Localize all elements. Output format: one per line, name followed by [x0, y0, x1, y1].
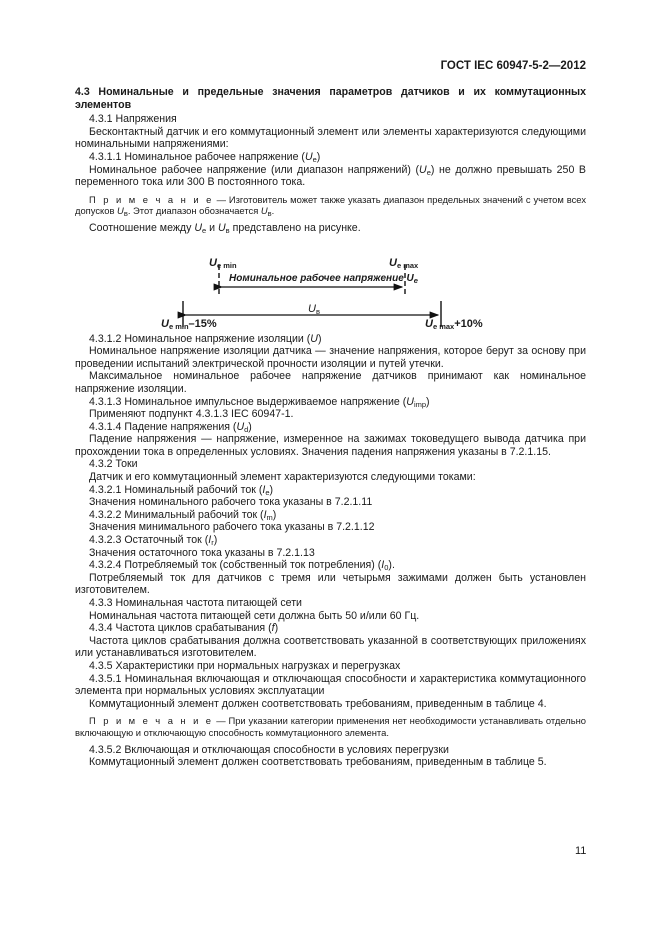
rated-current-text: Значения номинального рабочего тока указаны в 7.2.1.11	[89, 496, 373, 509]
operating-frequency-text: Частота циклов срабатывания должна соответствовать указанной в соответствующих приложениях или устанавливаться изготовителем.	[75, 634, 586, 660]
supply-frequency-text: Номинальная частота питающей сети должна быть 50 и/или 60 Гц.	[89, 609, 420, 622]
consumption-current-title: 4.3.2.4 Потребляемый ток (собственный ток потребления) $(I_0)$.	[89, 559, 395, 573]
voltage-range-diagram	[75, 235, 586, 333]
voltage-drop-text: Падение напряжения — напряжение, измеренное на зажимах токоведущего вывода датчика при прохождении тока в определенных условиях. Значения падения напряжения указаны в 7.2.1.15.	[75, 433, 586, 458]
ue-max-label: $U_{e max}$	[389, 256, 419, 270]
ue-min-label: $U_{e min}$	[209, 256, 237, 270]
lower-limit-label: $U_{e min}-15\%$	[161, 317, 217, 331]
rated-operational-voltage-title: 4.3.1.1 Номинальное рабочее напряжение $(U_e)$	[89, 150, 321, 164]
currents-intro: Датчик и его коммутационный элемент характеризуются следующими токами:	[89, 471, 476, 484]
impulse-voltage-text: Применяют подпункт 4.3.1.3 IEC 60947-1.	[89, 408, 294, 421]
page-content	[75, 86, 586, 769]
rated-voltage-arrow-label: Номинальное рабочее напряжение $U_e$	[229, 272, 418, 285]
impulse-voltage-title: 4.3.1.3 Номинальное импульсное выдерживаемое напряжение $(U_{imp})$	[89, 395, 430, 409]
page-number: 11	[575, 845, 587, 857]
voltages-intro: Бесконтактный датчик и его коммутационный элемент или элементы характеризуются следующими номинальными напряжениями:	[75, 125, 586, 151]
subsection-voltages-title: 4.3.1 Напряжения	[89, 113, 177, 126]
overload-capacity-text: Коммутационный элемент должен соответствовать требованиям, приведенным в таблице 5.	[89, 756, 547, 769]
voltage-drop-title: 4.3.1.4 Падение напряжения $(U_d)$	[89, 420, 252, 434]
insulation-voltage-text-1: Номинальное напряжение изоляции датчика — значение напряжения, которое берут за основу при проведении испытаний электрической прочности изоляции и путей утечки.	[75, 345, 586, 370]
operating-frequency-title: 4.3.4 Частота циклов срабатывания (f)	[89, 622, 279, 635]
insulation-voltage-text-2: Максимальное номинальное рабочее напряжение датчиков принимают как номинальное напряжение изоляции.	[75, 370, 586, 395]
section-title: 4.3 Номинальные и предельные значения параметров датчиков и их коммутационных элементов	[75, 86, 586, 111]
insulation-voltage-title: 4.3.1.2 Номинальное напряжение изоляции (U)	[89, 332, 322, 345]
note-utilization-category: П р и м е ч а н и е — При указании категории применения нет необходимости устанавливать отдельно включающую и отключающую способность коммутационного элемента.	[75, 715, 586, 738]
min-current-text: Значения минимального рабочего тока указаны в 7.2.1.12	[89, 521, 375, 534]
rated-current-title: 4.3.2.1 Номинальный рабочий ток $(I_e)$	[89, 483, 274, 497]
residual-current-title: 4.3.2.3 Остаточный ток $(I_r)$	[89, 534, 218, 548]
relation-text: Соотношение между $U_e$ и $U_в$ представлено на рисунке.	[89, 221, 361, 235]
load-characteristics-title: 4.3.5 Характеристики при нормальных нагрузках и перегрузках	[89, 659, 401, 672]
document-header: ГОСТ IEC 60947-5-2—2012	[440, 60, 586, 72]
supply-frequency-title: 4.3.3 Номинальная частота питающей сети	[89, 597, 302, 609]
residual-current-text: Значения остаточного тока указаны в 7.2.1.13	[89, 546, 315, 559]
currents-title: 4.3.2 Токи	[89, 458, 138, 471]
ub-label: $U_в$	[308, 302, 320, 316]
rated-operational-voltage-text: Номинальное рабочее напряжение (или диапазон напряжений) $(U_e)$ не должно превышать 250 В переменного тока или 300 В постоянного тока.	[75, 163, 586, 189]
overload-capacity-title: 4.3.5.2 Включающая и отключающая способности в условиях перегрузки	[89, 743, 449, 756]
min-current-title: 4.3.2.2 Минимальный рабочий ток $(I_m)$	[89, 508, 277, 522]
consumption-current-text: Потребляемый ток для датчиков с тремя или четырьмя зажимами должен быть установлен изготовителем.	[75, 571, 586, 597]
note-voltage-range: П р и м е ч а н и е — Изготовитель может также указать диапазон предельных значений с учетом всех допусков $U_в$. Этот диапазон обозначается $U_в$.	[75, 193, 587, 219]
normal-capacity-text: Коммутационный элемент должен соответствовать требованиям, приведенным в таблице 4.	[89, 697, 547, 710]
normal-capacity-title: 4.3.5.1 Номинальная включающая и отключающая способности и характеристика коммутационного элемента при нормальных условиях эксплуатации	[75, 672, 586, 698]
upper-limit-label: $U_{e max}+10\%$	[425, 317, 483, 331]
